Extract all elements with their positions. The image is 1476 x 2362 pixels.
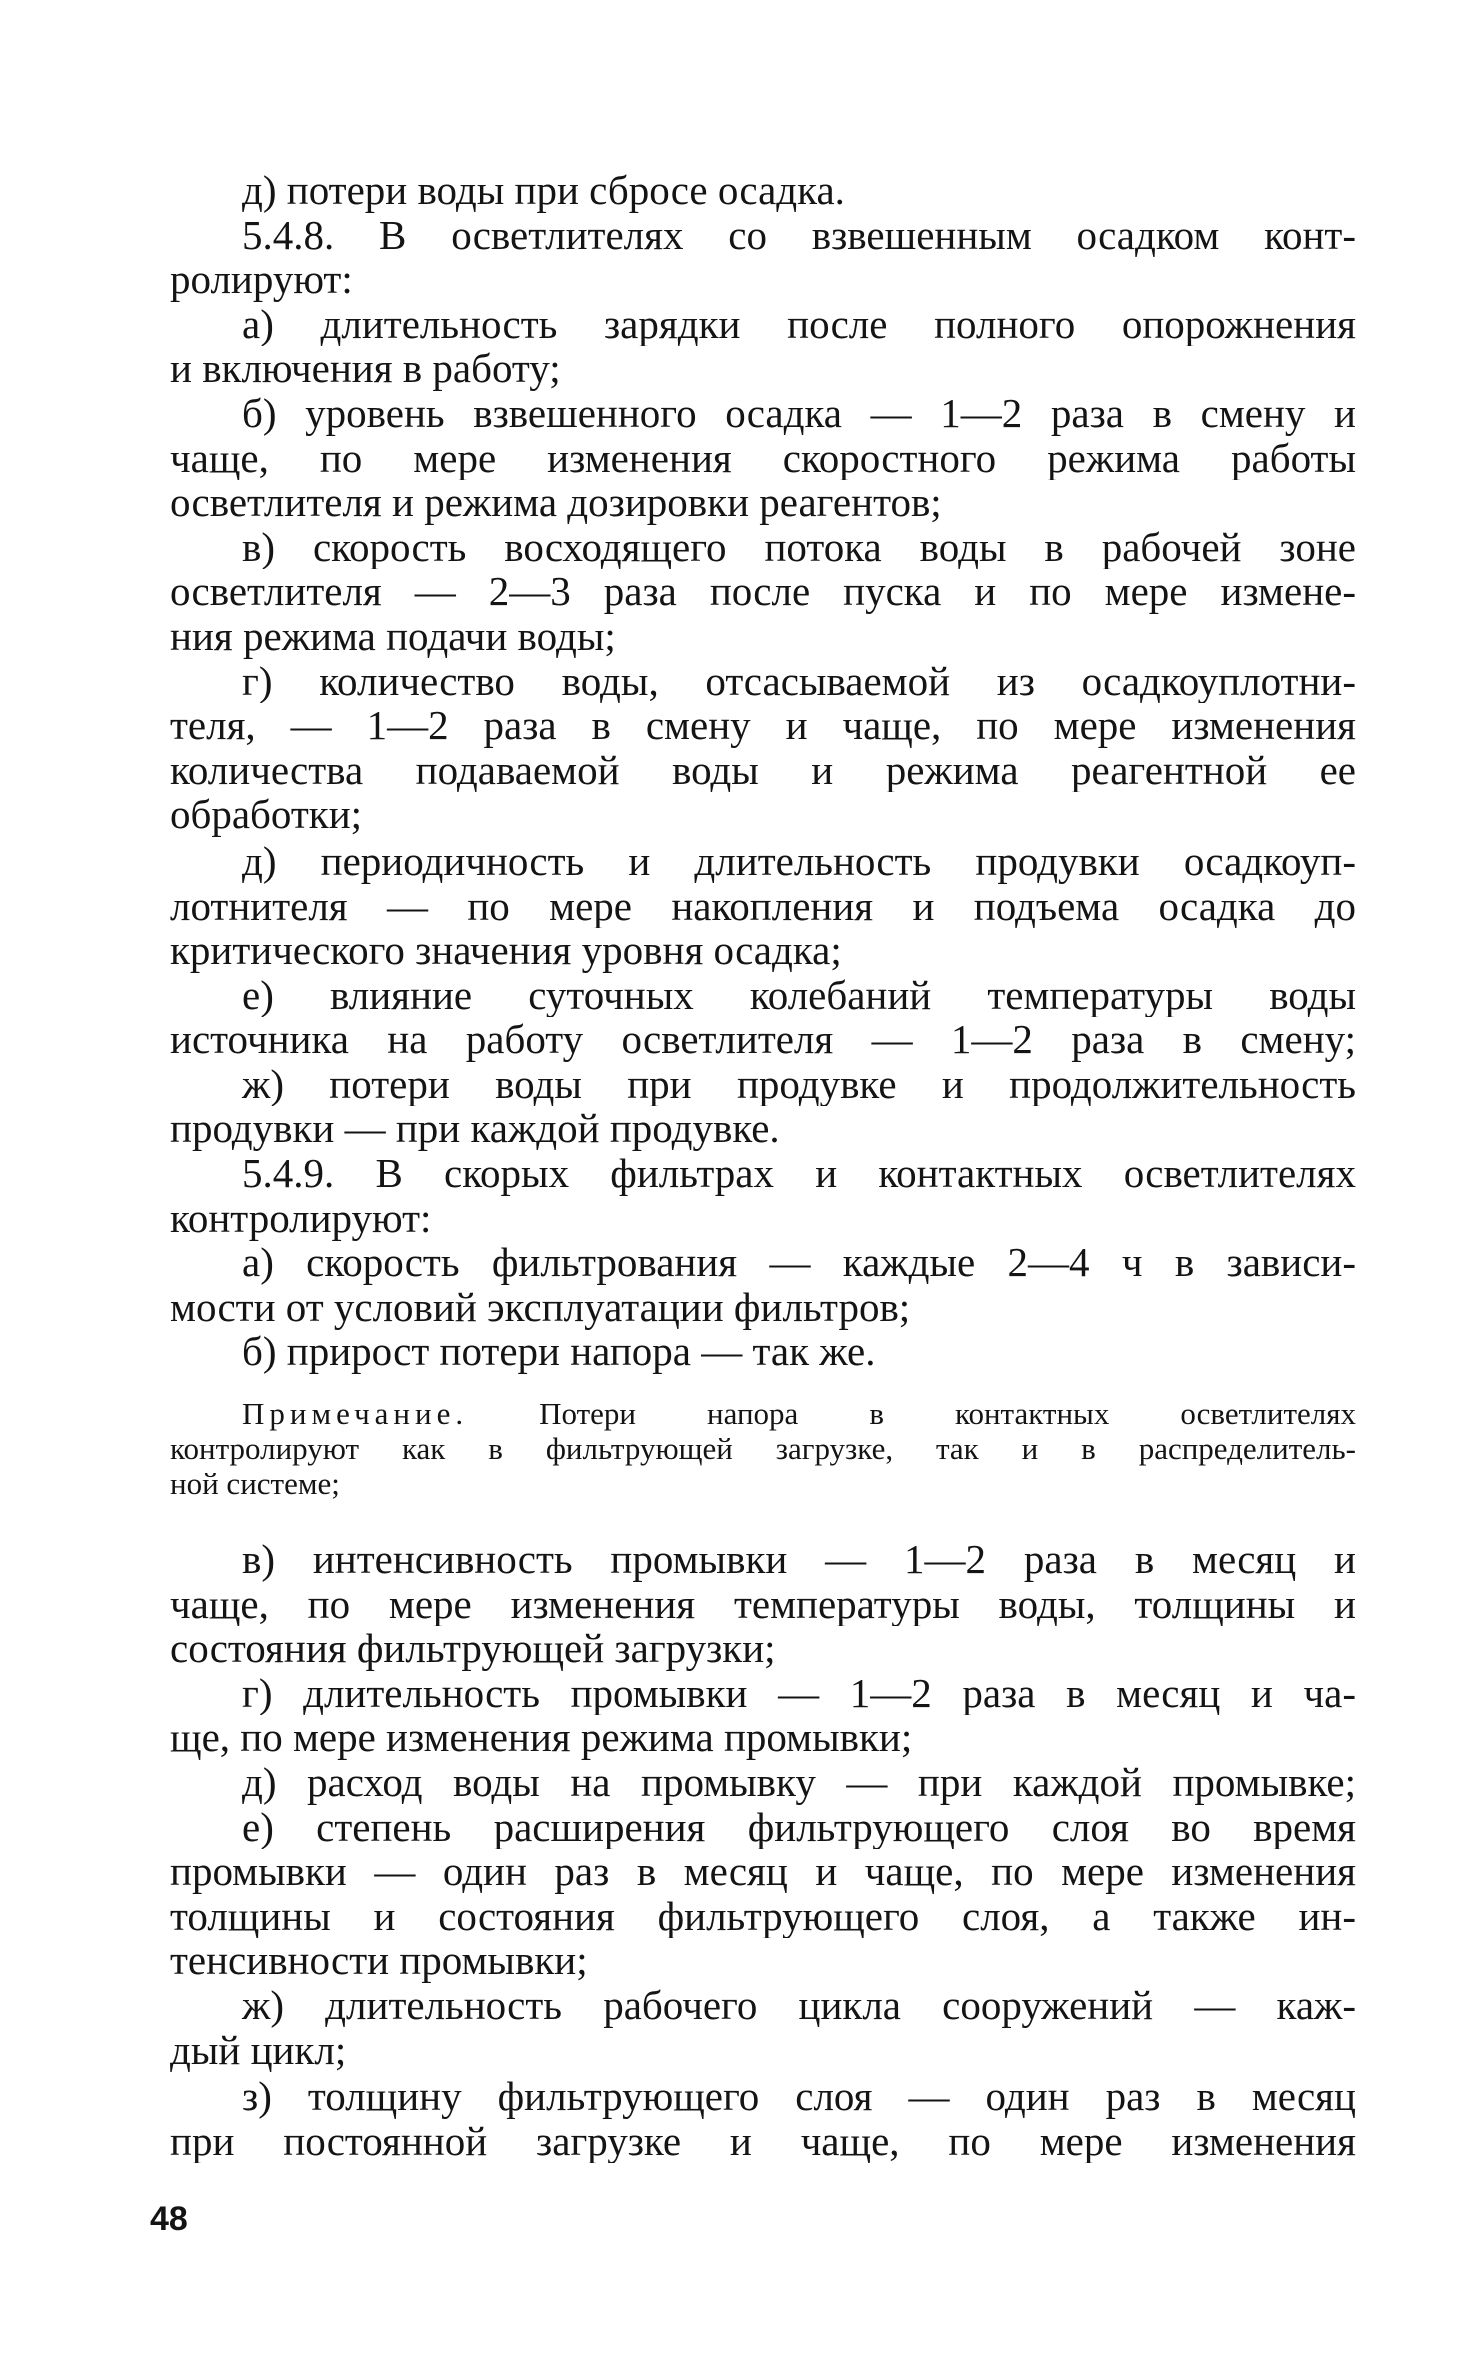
text-line: чаще, по мере изменения скоростного режима работы	[170, 435, 1356, 481]
text-line: обработки;	[170, 791, 363, 838]
note-line: контролируют как в фильтрующей загрузке, так и в распределитель-	[170, 1431, 1356, 1467]
note-label: Примечание.	[242, 1396, 469, 1432]
list-item: в) скорость восходящего потока воды в рабочей зоне	[242, 524, 1356, 570]
list-item: е) влияние суточных колебаний температуры воды	[242, 972, 1356, 1018]
list-item: ж) потери воды при продувке и продолжительность	[242, 1061, 1356, 1107]
text-line: лотнителя — по мере накопления и подъема осадка до	[170, 883, 1356, 929]
text-line: промывки — один раз в месяц и чаще, по мере изменения	[170, 1849, 1356, 1894]
text-line: ще, по мере изменения режима промывки;	[170, 1714, 913, 1761]
text-line: осветлителя — 2—3 раза после пуска и по мере измене-	[170, 569, 1356, 614]
note-text: Потери напора в контактных осветлителях	[539, 1396, 1356, 1432]
text-line: осветлителя и режима дозировки реагентов;	[170, 479, 942, 526]
list-item: д) расход воды на промывку — при каждой промывке;	[242, 1760, 1356, 1805]
list-item: а) длительность зарядки после полного опорожнения	[242, 301, 1356, 347]
text-line: и включения в работу;	[170, 345, 561, 392]
text-line: состояния фильтрующей загрузки;	[170, 1625, 776, 1672]
list-item: д) периодичность и длительность продувки осадкоуп-	[242, 838, 1356, 884]
body-text	[170, 168, 1356, 2163]
list-item: ж) длительность рабочего цикла сооружений — каж-	[242, 1982, 1356, 2028]
text-line: дый цикл;	[170, 2026, 347, 2073]
section-heading-5-4-8: 5.4.8. В осветлителях со взвешенным осадком конт-	[242, 212, 1356, 258]
text-line: чаще, по мере изменения температуры воды, толщины и	[170, 1581, 1356, 1627]
text-line: ния режима подачи воды;	[170, 612, 616, 659]
list-item: а) скорость фильтрования — каждые 2—4 ч в зависи-	[242, 1240, 1356, 1285]
list-item: в) интенсивность промывки — 1—2 раза в месяц и	[242, 1537, 1356, 1582]
text-line: критического значения уровня осадка;	[170, 927, 842, 974]
text-line: количества подаваемой воды и режима реагентной ее	[170, 747, 1356, 793]
note-line: ной системе;	[170, 1466, 340, 1502]
list-item: е) степень расширения фильтрующего слоя во время	[242, 1804, 1356, 1850]
text-line: толщины и состояния фильтрующего слоя, а также ин-	[170, 1893, 1356, 1939]
text-line: источника на работу осветлителя — 1—2 раза в смену;	[170, 1017, 1356, 1062]
list-item: б) уровень взвешенного осадка — 1—2 раза в смену и	[242, 390, 1356, 436]
list-item: б) прирост потери напора — так же.	[242, 1328, 876, 1375]
note-line	[170, 1396, 1356, 1431]
text-line: теля, — 1—2 раза в смену и чаще, по мере изменения	[170, 703, 1356, 748]
text-line: мости от условий эксплуатации фильтров;	[170, 1283, 911, 1330]
text-line: продувки — при каждой продувке.	[170, 1105, 780, 1152]
text-line: при постоянной загрузке и чаще, по мере изменения	[170, 2118, 1356, 2164]
page-number: 48	[150, 2200, 188, 2238]
list-item: з) толщину фильтрующего слоя — один раз в месяц	[242, 2074, 1356, 2119]
text-line: д) потери воды при сбросе осадка.	[242, 167, 845, 213]
text-line: контролируют:	[170, 1194, 432, 1241]
list-item: г) количество воды, отсасываемой из осадкоуплотни-	[242, 658, 1356, 704]
text-line: тенсивности промывки;	[170, 1937, 588, 1984]
text-line: ролируют:	[170, 256, 353, 303]
list-item: г) длительность промывки — 1—2 раза в месяц и ча-	[242, 1670, 1356, 1716]
section-heading-5-4-9: 5.4.9. В скорых фильтрах и контактных осветлителях	[242, 1151, 1356, 1196]
